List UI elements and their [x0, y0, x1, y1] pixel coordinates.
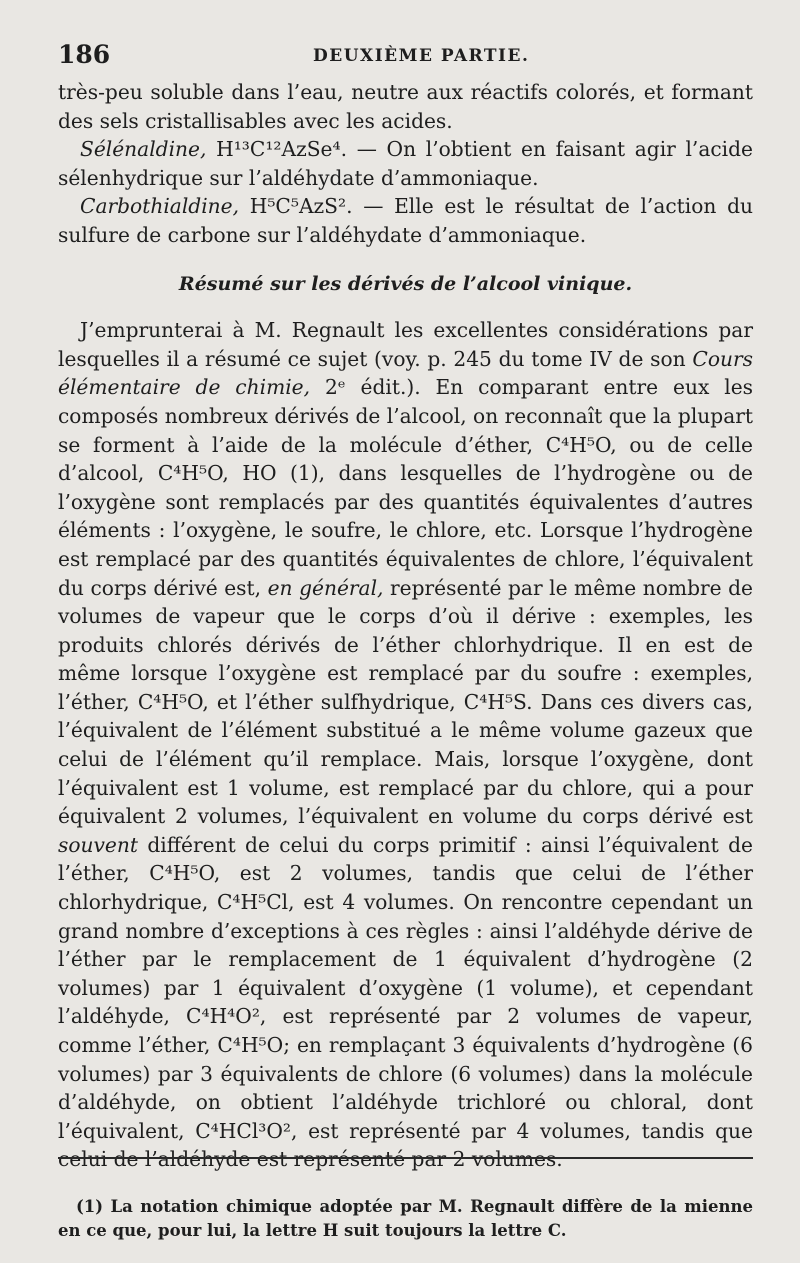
emphasis: en général, — [267, 575, 384, 600]
page-number: 186 — [58, 40, 111, 69]
paragraph-selenaldine: Sélénaldine, H¹³C¹²AzSe⁴. — On l’obtient en faisant agir l’acide sélenhydrique sur l’aldéhydate d’ammoniaque. — [58, 137, 754, 190]
chemical-formula: H¹³C¹²AzSe⁴. — [216, 137, 348, 162]
compound-name: Carbothialdine, — [80, 194, 240, 219]
body-text — [58, 78, 753, 1174]
paragraph-continuation: très-peu soluble dans l’eau, neutre aux réactifs colorés, et formant des sels cristallisables avec les acides. — [58, 80, 753, 133]
footnote-divider — [58, 1157, 753, 1159]
paragraph-summary: J’emprunterai à M. Regnault les excellentes considérations par lesquelles il a résumé ce sujet (voy. p. 245 du tome IV de son Cours élémentaire de chimie, 2ᵉ édit.). En comparant entre eux les composés nombreux dérivés de l’alcool, on reconnaît que la plupart se forment à l’aide de la molécule d’éther, C⁴H⁵O, ou de celle d’alcool, C⁴H⁵O, HO (1), dans lesquelles de l’hydrogène ou de l’oxygène sont remplacés par des quantités équivalentes d’autres éléments : l’oxygène, le soufre, le chlore, etc. Lorsque l’hydrogène est remplacé par des quantités équivalentes de chlore, l’équivalent du corps dérivé est, en général, représenté par le même nombre de volumes de vapeur que le corps d’où il dérive : exemples, les produits chlorés dérivés de l’éther chlorhydrique. Il en est de même lorsque l’oxygène est remplacé par du soufre : exemples, l’éther, C⁴H⁵O, et l’éther sulfhydrique, C⁴H⁵S. Dans ces divers cas, l’équivalent de l’élément substitué a le même volume gazeux que celui de l’élément qu’il remplace. Mais, lorsque l’oxygène, dont l’équivalent est 1 volume, est remplacé par du chlore, qui a pour équivalent 2 volumes, l’équivalent en volume du corps dérivé est souvent différent de celui du corps primitif : ainsi l’équivalent de l’éther, C⁴H⁵O, est 2 volumes, tandis que celui de l’éther chlorhydrique, C⁴H⁵Cl, est 4 volumes. On rencontre cependant un grand nombre d’exceptions à ces règles : ainsi l’aldéhyde dérive de l’éther par le remplacement de 1 équivalent d’hydrogène (2 volumes) par 1 équivalent d’oxygène (1 volume), et cependant l’aldéhyde, C⁴H⁴O², est représenté par 2 volumes de vapeur, comme l’éther, C⁴H⁵O; en remplaçant 3 équivalents d’hydrogène (6 volumes) par 3 équivalents de chlore (6 volumes) dans la molécule d’aldéhyde, on obtient l’aldéhyde trichloré ou chloral, dont l’équivalent, C⁴HCl³O², est représenté par 4 volumes, tandis que celui de l’aldéhyde est représenté par 2 volumes. — [58, 318, 753, 1172]
paragraph-carbothialdine: Carbothialdine, H⁵C⁵AzS². — Elle est le résultat de l’action du sulfure de carbone sur l’aldéhydate d’ammoniaque. — [58, 194, 753, 247]
running-head: DEUXIÈME PARTIE. — [313, 46, 530, 66]
page-header — [58, 40, 758, 70]
section-title: Résumé sur les dérivés de l’alcool vinique. — [178, 272, 633, 295]
footnote: (1) La notation chimique adoptée par M. Regnault diffère de la mienne en ce que, pour lui, la lettre H suit toujours la lettre C. — [58, 1196, 753, 1240]
chemical-formula: H⁵C⁵AzS². — [249, 194, 353, 219]
emphasis: souvent — [58, 832, 138, 857]
compound-name: Sélénaldine, — [80, 137, 207, 162]
book-title: Cours élémentaire de chimie, — [58, 346, 753, 400]
